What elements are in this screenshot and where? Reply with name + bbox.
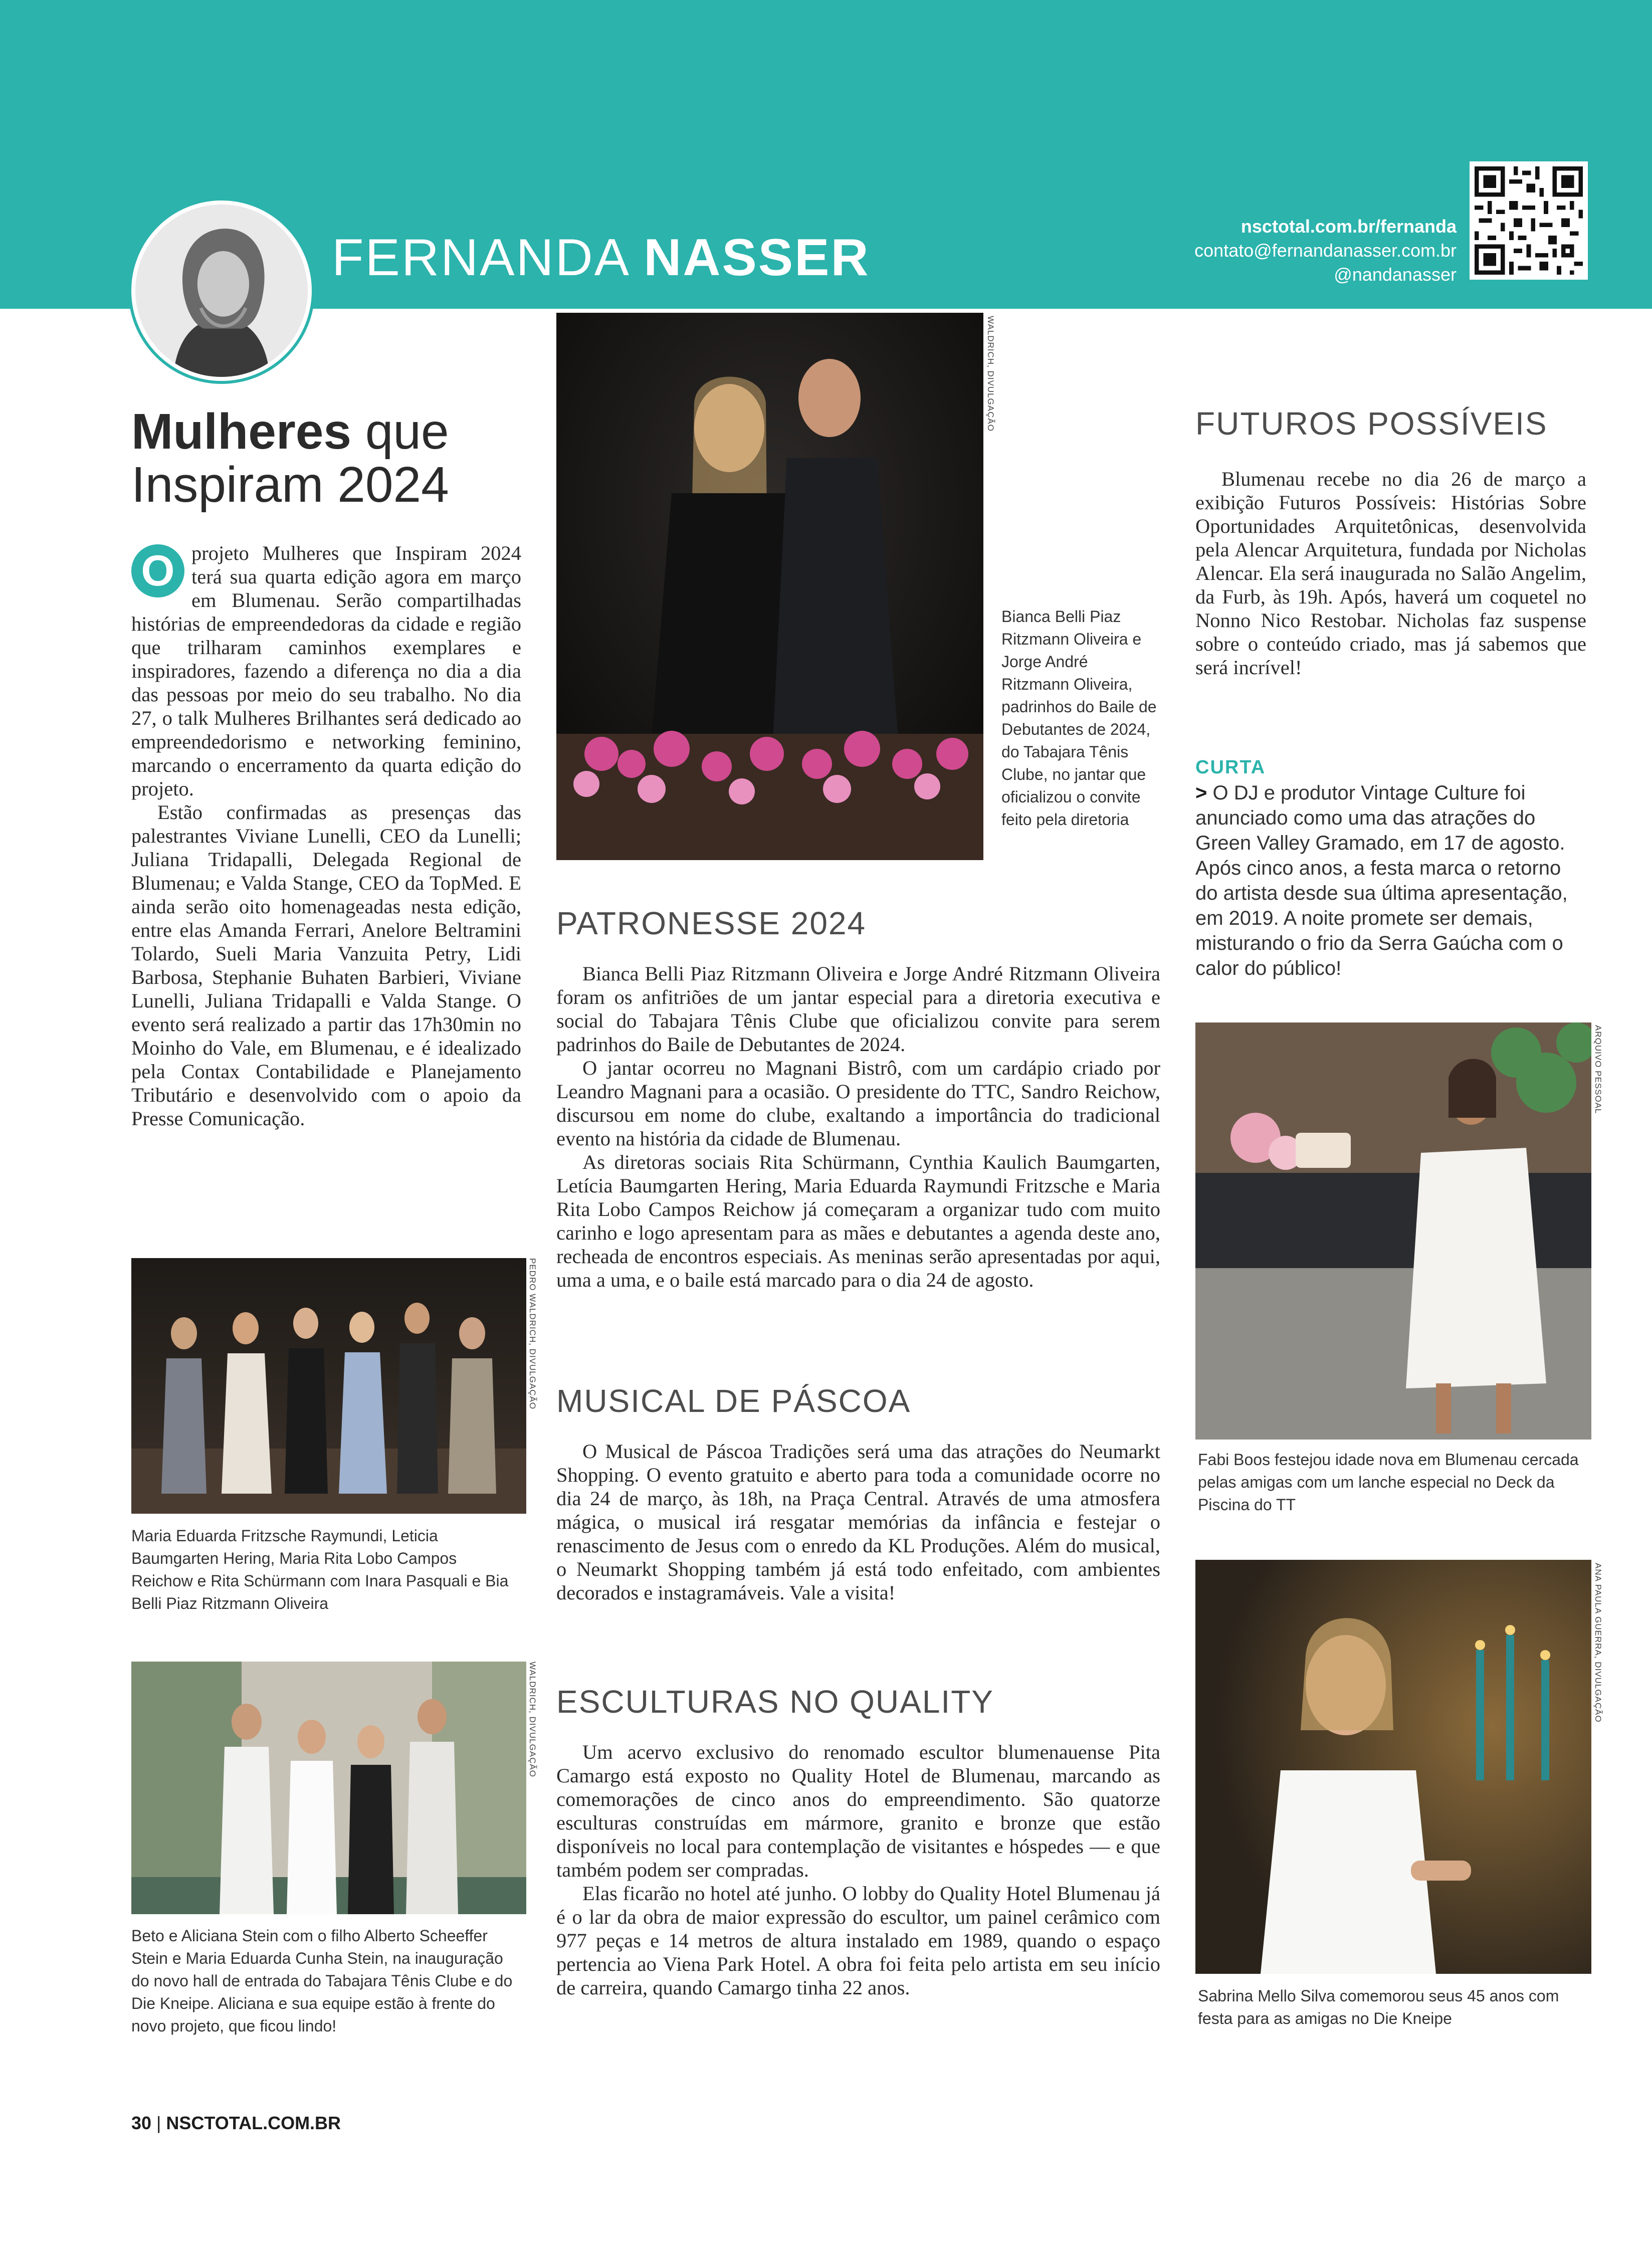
columnist-last-name: NASSER	[644, 229, 870, 287]
photo-fabi-caption: Fabi Boos festejou idade nova em Blumenau cercada pelas amigas com um lanche especial no Deck da Piscina do TT	[1198, 1451, 1579, 1514]
columnist-portrait	[135, 204, 308, 377]
photo-group-women-image	[131, 1258, 526, 1514]
futuros-title: FUTUROS POSSÍVEIS	[1195, 405, 1548, 442]
footer-separator: |	[151, 2113, 166, 2133]
photo-sabrina-image	[1195, 1560, 1591, 1974]
section-esculturas	[556, 1683, 1160, 1999]
main-article-body	[131, 541, 521, 1130]
title-light-2: Inspiram 2024	[131, 457, 449, 513]
photo-fabi	[1195, 1022, 1591, 1440]
photo-group-women	[131, 1258, 526, 1514]
section-futuros	[1195, 405, 1586, 679]
page-number: 30	[131, 2113, 152, 2133]
contact-block	[1194, 215, 1457, 287]
qr-code-graphic	[1475, 166, 1583, 275]
columnist-first-name: FERNANDA	[332, 229, 628, 287]
photo-group-credit: PEDRO WALDRICH, DIVULGAÇÃO	[528, 1258, 537, 1410]
patronesse-body	[556, 962, 1160, 1292]
musical-title: MUSICAL DE PÁSCOA	[556, 1383, 911, 1419]
photo-sabrina-caption: Sabrina Mello Silva comemorou seus 45 anos com festa para as amigas no Die Kneipe	[1198, 1987, 1559, 2027]
photo-fabi-image	[1195, 1022, 1591, 1440]
musical-body	[556, 1440, 1160, 1604]
curta-body	[1195, 780, 1586, 981]
dropcap-letter: O	[141, 547, 175, 595]
curta-text: O DJ e produtor Vintage Culture foi anunciado como uma das atrações do Green Valley Gramado, em 17 de agosto. Após cinco anos, a festa marca o retorno do artista desde sua última apresentação, em 2019. A noite promete ser demais, misturando o frio da Serra Gaúcha com o calor do público!	[1195, 782, 1568, 979]
footer-site[interactable]: NSCTOTAL.COM.BR	[166, 2113, 341, 2133]
photo-sabrina	[1195, 1560, 1591, 1974]
esculturas-body	[556, 1740, 1160, 1999]
columnist-name	[332, 228, 870, 288]
photo-group-caption: Maria Eduarda Fritzsche Raymundi, Leticia Baumgarten Hering, Maria Rita Lobo Campos Reichow e Rita Schürmann com Inara Pasquali e Bia Belli Piaz Ritzmann Oliveira	[131, 1527, 509, 1612]
section-patronesse	[556, 905, 1160, 1292]
photo-couple-credit: WALDRICH, DIVULGAÇÃO	[986, 316, 995, 432]
contact-email[interactable]: contato@fernandanasser.com.br	[1194, 240, 1457, 261]
columnist-avatar	[131, 200, 312, 381]
photo-fabi-credit: ARQUIVO PESSOAL	[1593, 1025, 1603, 1114]
column-url[interactable]: nsctotal.com.br/fernanda	[1241, 216, 1457, 237]
futuros-para-1: Blumenau recebe no dia 26 de março a exibição Futuros Possíveis: Histórias Sobre Oportunidades Arquitetônicas, desenvolvida pela Alencar Arquitetura, fundada por Nicholas Alencar. Ela será inaugurada no Salão Angelim, da Furb, às 19h. Após, haverá um coquetel no Nonno Nico Restobar. Nicholas faz suspense sobre o conteúdo criado, mas já sabemos que será incrível!	[1195, 468, 1586, 679]
patronesse-para-2: O jantar ocorreu no Magnani Bistrô, com um cardápio criado por Leandro Magnani para a ocasião. O presidente do TTC, Sandro Reichow, discursou em nome do clube, exaltando a importância do tradicional evento na história da cidade de Blumenau.	[556, 1057, 1160, 1150]
photo-family-credit: WALDRICH, DIVULGAÇÃO	[528, 1662, 537, 1777]
social-handle[interactable]: @nandanasser	[1334, 264, 1457, 285]
musical-para-1: O Musical de Páscoa Tradições será uma das atrações do Neumarkt Shopping. O evento gratuito e aberto para toda a comunidade ocorre no dia 24 de março, às 18h, na Praça Central. Através de uma atmosfera mágica, o musical irá resgatar memórias da infância e festejar o renascimento de Jesus com o enredo da KL Produções. Além do musical, o Neumarkt Shopping também já está todo enfeitado, com ambientes decorados e instagramáveis. Vale a visita!	[556, 1440, 1160, 1604]
esculturas-title: ESCULTURAS NO QUALITY	[556, 1684, 994, 1720]
patronesse-title: PATRONESSE 2024	[556, 905, 867, 941]
title-bold: Mulheres	[131, 403, 352, 460]
qr-code[interactable]	[1470, 161, 1588, 280]
page-footer	[131, 2113, 341, 2134]
photo-couple-caption: Bianca Belli Piaz Ritzmann Oliveira e Jorge André Ritzmann Oliveira, padrinhos do Baile de Debutantes de 2024, do Tabajara Tênis Clube, no jantar que oficializou o convite feito pela diretoria	[1001, 607, 1157, 829]
title-light-1: que	[351, 403, 449, 460]
main-article-para-2: Estão confirmadas as presenças das palestrantes Viviane Lunelli, CEO da Lunelli; Juliana Tridapalli, Delegada Regional de Blumenau; e Valda Stange, CEO da TopMed. E ainda serão oito homenageadas nesta edição, entre elas Amanda Ferrari, Anelore Beltramini Tolardo, Sueli Maria Vanzuita Petry, Lidi Barbosa, Stephanie Buhaten Barbieri, Viviane Lunelli, Juliana Tridapalli e Valda Stange. O evento será realizado a partir das 17h30min no Moinho do Vale, em Blumenau, e é idealizado pela Contax Contabilidade e Planejamento Tributário e desenvolvido com o apoio da Presse Comunicação.	[131, 801, 521, 1130]
section-curta	[1195, 757, 1586, 981]
futuros-body	[1195, 467, 1586, 679]
patronesse-para-3: As diretoras sociais Rita Schürmann, Cynthia Kaulich Baumgarten, Letícia Baumgarten Hering, Maria Eduarda Raymundi Fritzsche e Maria Rita Lobo Campos Reichow já começaram a organizar tudo com muito carinho e logo apresentam para as mães e debutantes a agenda deste ano, recheada de encontros especiais. As meninas serão apresentadas por aqui, uma a uma, e o baile está marcado para o dia 24 de agosto.	[556, 1151, 1160, 1291]
photo-couple	[556, 313, 983, 860]
photo-family-caption: Beto e Aliciana Stein com o filho Alberto Scheeffer Stein e Maria Eduarda Cunha Stein, na inauguração do novo hall de entrada do Tabajara Tênis Clube e do Die Kneipe. Aliciana e sua equipe estão à frente do novo projeto, que ficou lindo!	[131, 1927, 513, 2035]
esculturas-para-2: Elas ficarão no hotel até junho. O lobby do Quality Hotel Blumenau já é o lar da obra de maior expressão do escultor, um painel cerâmico com 977 peças e 14 metros de altura instalado em 1989, quando o espaço pertencia ao Viena Park Hotel. A obra foi feita pelo artista em seu início de carreira, quando Camargo tinha 22 anos.	[556, 1882, 1160, 1999]
curta-label: CURTA	[1195, 757, 1266, 778]
section-musical	[556, 1382, 1160, 1604]
photo-sabrina-credit: ANA PAULA GUERRA, DIVULGAÇÃO	[1593, 1563, 1603, 1723]
patronesse-para-1: Bianca Belli Piaz Ritzmann Oliveira e Jorge André Ritzmann Oliveira foram os anfitriões de um jantar especial para a diretoria executiva e social do Tabajara Tênis Clube que oficializou convite para serem padrinhos do Baile de Debutantes de 2024.	[556, 962, 1160, 1056]
curta-arrow: >	[1195, 782, 1207, 804]
dropcap-badge	[131, 544, 184, 597]
photo-family	[131, 1662, 526, 1914]
esculturas-para-1: Um acervo exclusivo do renomado escultor blumenauense Pita Camargo está exposto no Quality Hotel de Blumenau, marcando as comemorações de cinco anos do empreendimento. São quatorze esculturas construídas em mármore, granito e bronze que estão disponíveis no local para contemplação de visitantes e hóspedes — e que também podem ser compradas.	[556, 1741, 1160, 1881]
photo-couple-image	[556, 313, 983, 860]
main-article-para-1: projeto Mulheres que Inspiram 2024 terá sua quarta edição agora em março em Blumenau. Serão compartilhadas histórias de empreendedoras da cidade e região que trilharam caminhos exemplares e inspiradores, fazendo a diferença no dia a dia das pessoas por meio do seu trabalho. No dia 27, o talk Mulheres Brilhantes será dedicado ao empreendedorismo e networking feminino, marcando o encerramento da quarta edição do projeto.	[131, 542, 521, 800]
photo-family-image	[131, 1662, 526, 1914]
main-article-title	[131, 405, 512, 511]
